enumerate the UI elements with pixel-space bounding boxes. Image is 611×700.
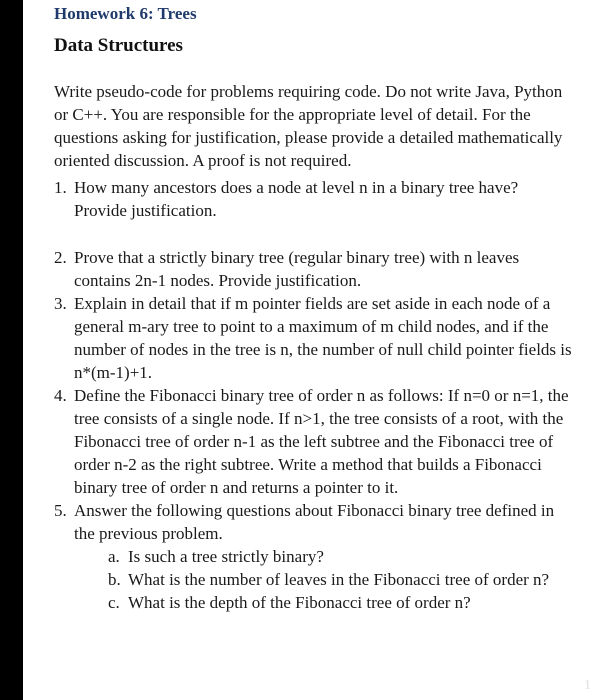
problem-number: 4. (54, 386, 67, 405)
subquestion-text: What is the depth of the Fibonacci tree of order n? (128, 593, 471, 612)
page-number: 1 (584, 678, 591, 693)
subquestion-letter: c. (108, 593, 120, 612)
problem-item-4 (54, 384, 574, 499)
instructions-paragraph: Write pseudo-code for problems requiring code. Do not write Java, Python or C++. You are responsible for the appropriate level of detail. For the questions asking for justification, please provide a detailed mathematically oriented discussion. A proof is not required. (54, 82, 563, 170)
subquestion-item-a (74, 545, 574, 568)
problem-list (54, 176, 574, 614)
problem-item-3 (54, 292, 574, 384)
problem-number: 2. (54, 248, 67, 267)
problem-item-2 (54, 246, 574, 292)
course-title: Data Structures (54, 35, 183, 56)
subquestion-letter: a. (108, 547, 120, 566)
subquestion-item-b (74, 568, 574, 591)
subquestion-list (74, 545, 574, 614)
problem-text: Explain in detail that if m pointer fields are set aside in each node of a general m-ary tree to point to a maximum of m child nodes, and if the number of nodes in the tree is n, the number of null child pointer fields is n*(m-1)+1. (74, 294, 572, 382)
problem-number: 5. (54, 501, 67, 520)
subquestion-text: What is the number of leaves in the Fibonacci tree of order n? (128, 570, 550, 589)
problem-text: How many ancestors does a node at level n in a binary tree have? Provide justification. (74, 178, 519, 220)
problem-text: Answer the following questions about Fibonacci binary tree defined in the previous problem. (74, 501, 555, 543)
problem-number: 3. (54, 294, 67, 313)
homework-title: Homework 6: Trees (54, 4, 197, 23)
problem-item-5 (54, 499, 574, 614)
document-page (23, 0, 611, 700)
subquestion-text: Is such a tree strictly binary? (128, 547, 324, 566)
subquestion-item-c (74, 591, 574, 614)
problem-number: 1. (54, 178, 67, 197)
problem-text: Define the Fibonacci binary tree of order n as follows: If n=0 or n=1, the tree consists of a single node. If n>1, the tree consists of a root, with the Fibonacci tree of order n-1 as the left subtree and the Fibonacci tree of order n-2 as the right subtree. Write a method that builds a Fibonacci binary tree of order n and returns a pointer to it. (74, 386, 569, 497)
problem-text: Prove that a strictly binary tree (regular binary tree) with n leaves contains 2n-1 nodes. Provide justification. (74, 248, 520, 290)
subquestion-letter: b. (108, 570, 121, 589)
problem-item-1 (54, 176, 574, 222)
